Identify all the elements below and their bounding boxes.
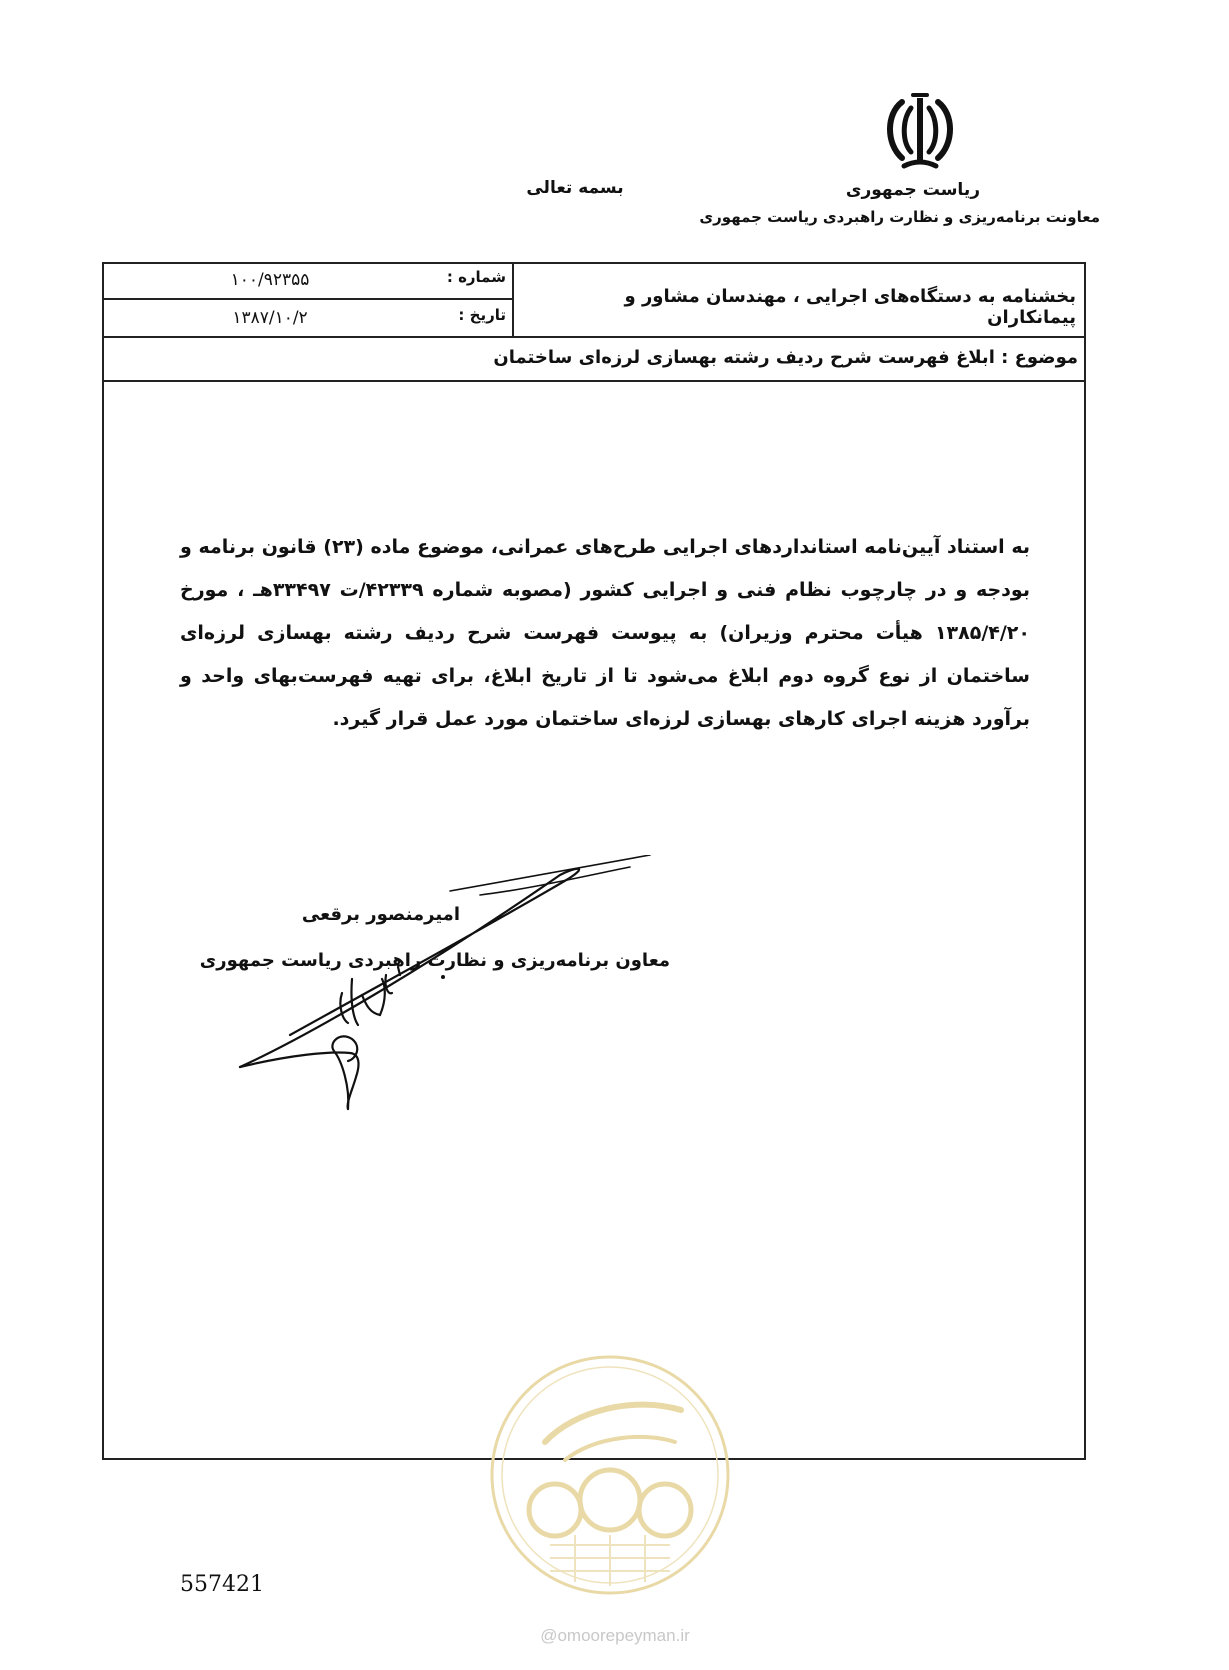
subject-line: موضوع : ابلاغ فهرست شرح ردیف رشته بهسازی لرزه‌ای ساختمان: [493, 347, 1078, 368]
handwritten-signature: [230, 855, 660, 1125]
watermark-seal-icon: [485, 1350, 735, 1600]
header-divider-body: [102, 380, 1086, 382]
header-divider-subject: [102, 336, 1086, 338]
date-value: ۱۳۸۷/۱۰/۲: [232, 308, 308, 328]
signer-title: معاون برنامه‌ریزی و نظارت راهبردی ریاست جمهوری: [199, 950, 670, 971]
bismillah: بسمه تعالی: [526, 178, 624, 198]
number-label: شماره :: [446, 268, 506, 286]
org-name: ریاست جمهوری: [845, 180, 980, 200]
iran-emblem-icon: [880, 92, 960, 174]
document-id: 557421: [180, 1572, 264, 1597]
signer-name: امیرمنصور برقعی: [301, 904, 460, 925]
recipients: بخشنامه به دستگاه‌های اجرایی ، مهندسان مشاور و پیمانکاران: [624, 286, 1076, 328]
org-subtitle: معاونت برنامه‌ریزی و نظارت راهبردی ریاست جمهوری: [699, 208, 1100, 226]
header-divider-vertical: [512, 262, 514, 338]
header-divider-number-date: [102, 298, 514, 300]
watermark-url: @omoorepeyman.ir: [540, 1626, 690, 1645]
body-paragraph: به استناد آیین‌نامه استانداردهای اجرایی طرح‌های عمرانی، موضوع ماده (۲۳) قانون برنامه و بودجه و در چارچوب نظام فنی و اجرایی کشور (مصوبه شماره ۴۲۳۳۹/ت ۳۳۴۹۷هـ ، مورخ ۱۳۸۵/۴/۲۰ هیأت محترم وزیران) به پیوست فهرست شرح ردیف رشته بهسازی لرزه‌ای ساختمان از نوع گروه دوم ابلاغ می‌شود تا از تاریخ ابلاغ، برای تهیه فهرست‌بهای واحد و برآورد هزینه اجرای کارهای بهسازی لرزه‌ای ساختمان مورد عمل قرار گیرد.: [180, 536, 1031, 730]
number-value: ۱۰۰/۹۲۳۵۵: [230, 270, 310, 290]
date-label: تاریخ :: [458, 306, 506, 324]
